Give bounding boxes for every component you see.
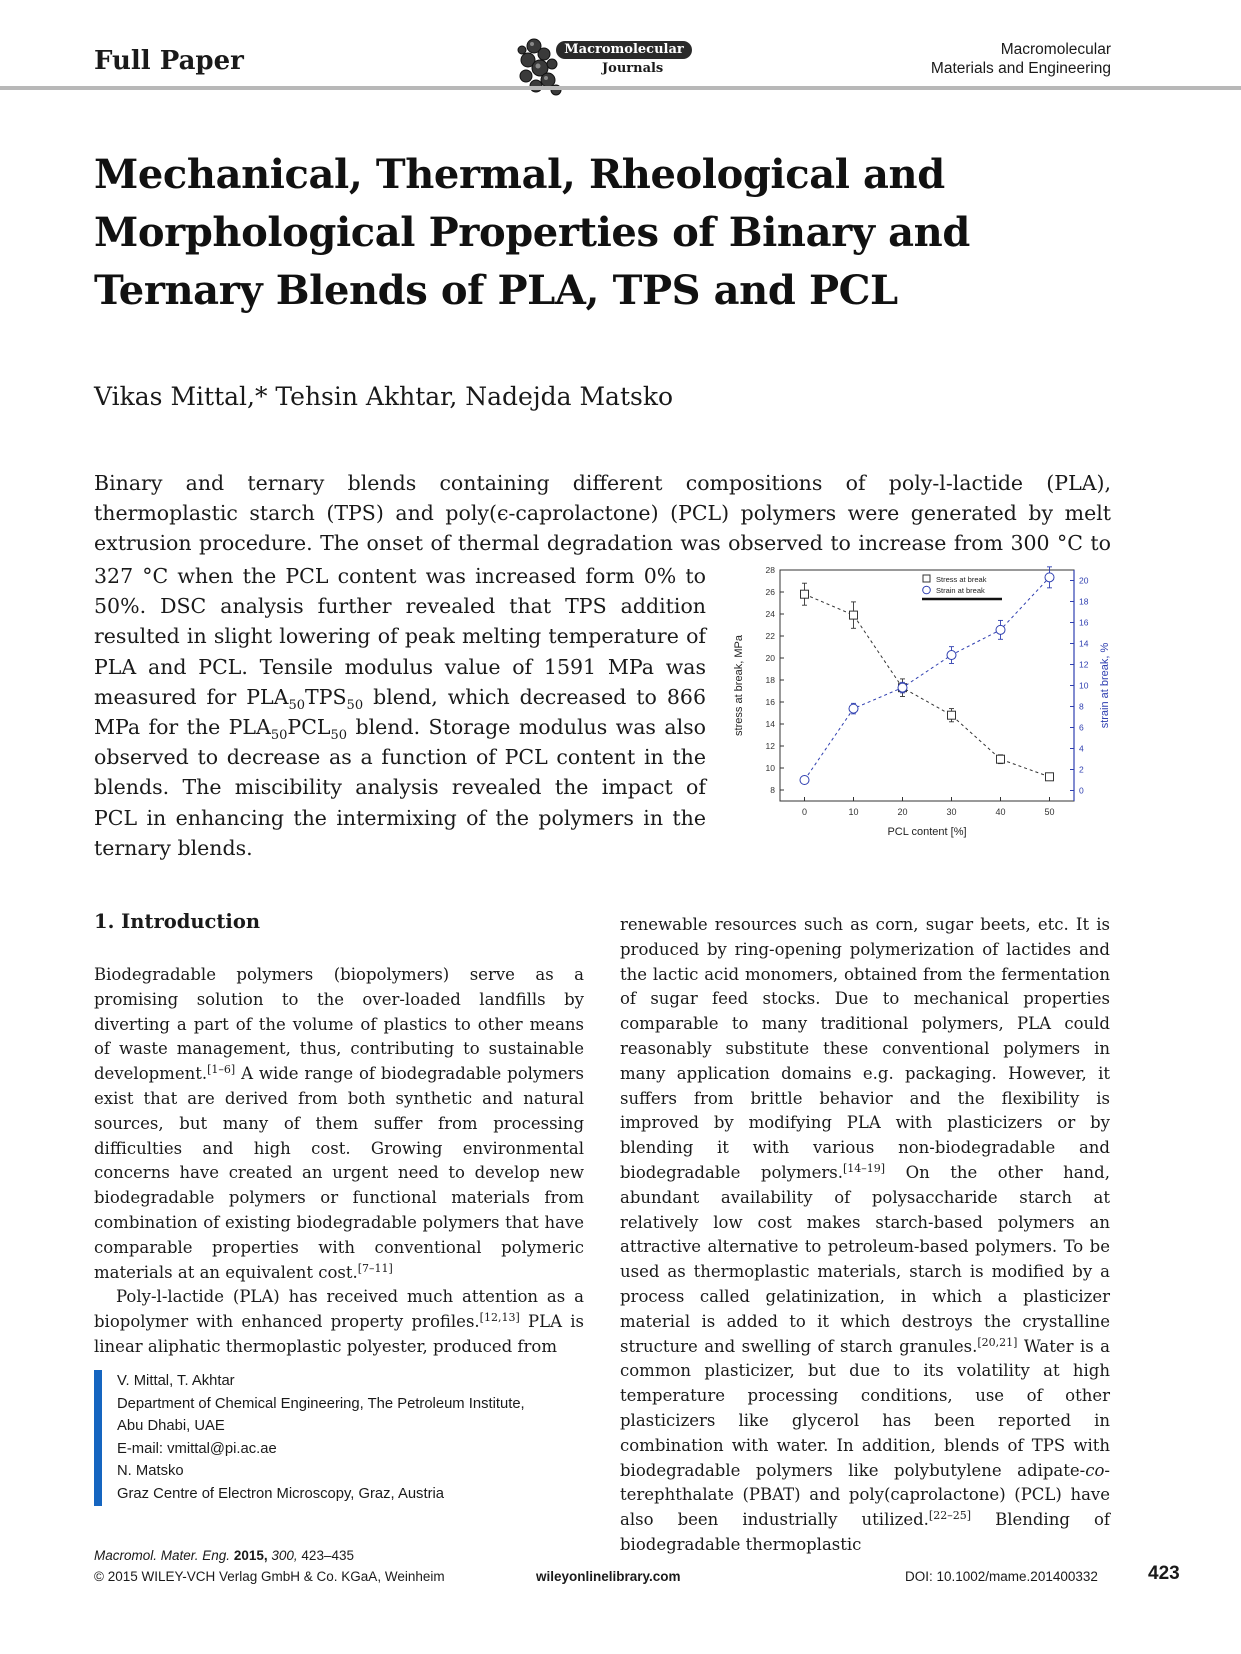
y-left-tick-label: 8 <box>770 785 775 795</box>
legend-label-stress: Stress at break <box>936 575 987 584</box>
website-link[interactable]: wileyonlinelibrary.com <box>536 1569 681 1584</box>
abstract-text: blend, which decreased to 866 MPa for the <box>94 684 706 740</box>
abstract-line: thermoplastic starch (TPS) and poly(ϵ-caprolactone) (PCL) polymers were generated by melt <box>94 501 1111 525</box>
x-tick-label: 10 <box>848 807 859 817</box>
y-right-axis-label: strain at break, % <box>1099 642 1111 729</box>
doi[interactable]: DOI: 10.1002/mame.201400332 <box>905 1569 1098 1584</box>
data-point-strain <box>898 683 907 692</box>
paragraph-text: A wide range of biodegradable polymers exist that are derived from both synthetic and natural sources, but many of them suffer from processing difficulties and high cost. Growing environmental concerns have created an urgent need to develop new biodegradable polymers or functional materials from combination of existing biodegradable polymers that have comparable properties with conventional polymeric materials at an equivalent cost. <box>94 1064 584 1282</box>
page-number: 423 <box>1148 1563 1180 1584</box>
y-left-tick-label: 18 <box>765 675 775 685</box>
data-point-strain <box>800 776 809 785</box>
paragraph-text: Biodegradable polymers (biopolymers) serve as a promising solution to the over-loaded landfills by diverting a part of the volume of plastics to other means of waste management, thus, contributing to sustainable development. <box>94 965 584 1084</box>
affiliation-accent-bar <box>94 1370 102 1506</box>
affiliation-line: V. Mittal, T. Akhtar <box>117 1373 235 1389</box>
formula-pla: PLA <box>246 684 289 709</box>
x-tick-label: 20 <box>897 807 908 817</box>
paragraph <box>620 913 1110 1558</box>
y-left-tick-label: 12 <box>765 741 775 751</box>
journal-logo <box>512 34 692 104</box>
logo-title: Macromolecular <box>556 41 692 59</box>
y-right-tick-label: 18 <box>1079 596 1089 607</box>
x-tick-label: 30 <box>946 807 957 817</box>
legend-label-strain: Strain at break <box>936 586 985 595</box>
italic-text: co <box>1085 1460 1105 1480</box>
data-point-stress <box>1046 773 1054 781</box>
paragraph <box>94 963 584 1285</box>
reference[interactable]: [7–11] <box>357 1261 393 1275</box>
citation-volume: 300, <box>271 1548 298 1563</box>
abstract-text: 327 °C when the PCL content was increased form 0% to 50%. DSC analysis further revealed that TPS addition resulted in slight lowering of peak melting temperature of PLA and PCL. Tensile modulus value of 1591 MPa was measured for <box>94 564 706 709</box>
title-line: Morphological Properties of Binary and <box>94 209 970 256</box>
affiliation-line: Abu Dhabi, UAE <box>117 1418 225 1434</box>
affiliation-line: Department of Chemical Engineering, The Petroleum Institute, <box>117 1395 525 1412</box>
paragraph-text: Poly-l-lactide (PLA) has received much attention as a biopolymer with enhanced property profiles. <box>94 1287 584 1332</box>
plot-frame <box>780 570 1074 801</box>
abstract-figure <box>722 556 1122 856</box>
formula-subscript: 50 <box>270 728 288 744</box>
y-left-tick-label: 28 <box>765 565 775 575</box>
header-divider <box>0 86 1241 90</box>
data-point-strain <box>947 651 956 660</box>
paragraph-text: -terephthalate (PBAT) and poly(caprolactone) (PCL) have also been industrially utilized. <box>620 1460 1110 1530</box>
affiliation-line: N. Matsko <box>117 1463 184 1479</box>
y-left-tick-label: 24 <box>765 609 775 619</box>
reference[interactable]: [20,21] <box>977 1335 1018 1349</box>
formula-tps: TPS <box>305 684 347 709</box>
affiliation-email[interactable]: E-mail: vmittal@pi.ac.ae <box>117 1440 277 1457</box>
page-header <box>0 0 1241 96</box>
x-tick-label: 50 <box>1044 807 1055 817</box>
abstract-line: Binary and ternary blends containing different compositions of poly-l-lactide (PLA), <box>94 471 1111 495</box>
citation <box>94 1548 354 1563</box>
formula-subscript: 50 <box>346 697 364 713</box>
reference[interactable]: [22–25] <box>928 1509 971 1523</box>
y-right-tick-label: 4 <box>1079 743 1084 754</box>
affiliation-text <box>117 1370 525 1505</box>
y-left-tick-label: 20 <box>765 653 775 663</box>
paragraph-text: On the other hand, abundant availability of polysaccharide starch at relatively low cost makes starch-based polymers an attractive alternative to petroleum-based polymers. To be used as thermoplastic materials, starch is modified by a process called gelatinization, in which a plasticizer material is added to it which destroys the crystalline structure and swelling of starch granules. <box>620 1162 1110 1356</box>
title-line: Mechanical, Thermal, Rheological and <box>94 151 945 198</box>
legend-marker-strain <box>923 586 931 594</box>
affiliation-line: Graz Centre of Electron Microscopy, Graz, Austria <box>117 1485 445 1502</box>
x-tick-label: 0 <box>801 807 808 817</box>
logo-subtitle: Journals <box>602 61 664 76</box>
stress-strain-chart <box>722 556 1122 856</box>
y-left-tick-label: 14 <box>765 719 775 729</box>
copyright: © 2015 WILEY-VCH Verlag GmbH & Co. KGaA, Weinheim <box>94 1569 445 1584</box>
data-point-stress <box>801 590 809 598</box>
y-right-tick-label: 6 <box>1079 722 1084 733</box>
paragraph-text: PLA is linear aliphatic thermoplastic polyester, produced from <box>94 1312 584 1356</box>
x-axis-label: PCL content [%] <box>887 826 967 838</box>
series-trend-line <box>805 594 1050 777</box>
abstract-body <box>94 561 706 863</box>
series-trend-line <box>805 577 1050 780</box>
title-line: Ternary Blends of PLA, TPS and PCL <box>94 267 898 314</box>
abstract-line: extrusion procedure. The onset of thermal degradation was observed to increase from 300 °C to <box>94 531 1111 555</box>
left-column <box>94 963 584 1360</box>
reference[interactable]: [12,13] <box>479 1311 520 1325</box>
formula-subscript: 50 <box>288 697 306 713</box>
y-right-tick-label: 16 <box>1079 617 1089 628</box>
page-footer <box>0 1538 1241 1598</box>
data-point-stress <box>850 611 858 619</box>
formula-pla: PLA <box>228 715 271 740</box>
formula-subscript: 50 <box>330 728 348 744</box>
reference[interactable]: [14–19] <box>843 1161 886 1175</box>
data-point-stress <box>997 755 1005 763</box>
y-right-tick-label: 14 <box>1079 638 1089 649</box>
data-point-stress <box>948 711 956 719</box>
abstract-top <box>94 468 1111 558</box>
right-column <box>620 913 1110 1558</box>
y-right-tick-label: 10 <box>1079 680 1089 691</box>
paragraph-text: Blending of biodegradable thermoplastic <box>620 1510 1111 1554</box>
y-right-tick-label: 8 <box>1079 701 1084 712</box>
y-left-axis-label: stress at break, MPa <box>733 635 745 736</box>
x-tick-label: 40 <box>995 807 1006 817</box>
journal-name-line2: Materials and Engineering <box>930 60 1111 77</box>
journal-abbrev: Macromol. Mater. Eng. <box>94 1548 231 1563</box>
paragraph-text: Water is a common plasticizer, but due to its volatility at high temperature processing conditions, use of other plasticizers like glycerol has been reported in combination with water. In addition, blends of TPS with biodegradable polymers like polybutylene adipate- <box>620 1336 1110 1480</box>
y-left-tick-label: 26 <box>765 587 775 597</box>
citation-pages: 423–435 <box>301 1548 354 1563</box>
author-list: Vikas Mittal,* Tehsin Akhtar, Nadejda Matsko <box>94 382 674 411</box>
data-point-strain <box>996 625 1005 634</box>
y-left-tick-label: 22 <box>765 631 775 641</box>
y-right-tick-label: 12 <box>1079 659 1089 670</box>
formula-pcl: PCL <box>287 715 331 740</box>
legend-marker-stress <box>923 575 930 582</box>
journal-name <box>931 40 1111 78</box>
journal-name-line1: Macromolecular <box>1000 41 1111 58</box>
abstract-text: blend. Storage modulus was also observed to decrease as a function of PCL content in the blends. The miscibility analysis revealed the impact of PCL in enhancing the intermixing of the polymers in the ternary blends. <box>94 715 706 860</box>
data-point-strain <box>849 704 858 713</box>
section-label: Full Paper <box>94 46 244 76</box>
y-right-tick-label: 2 <box>1079 764 1084 775</box>
paragraph <box>94 1285 584 1359</box>
y-left-tick-label: 10 <box>765 763 775 773</box>
section-heading: 1. Introduction <box>94 910 261 933</box>
citation-year: 2015, <box>233 1548 268 1563</box>
affiliation-box <box>94 1370 588 1506</box>
reference[interactable]: [1–6] <box>207 1063 236 1077</box>
paragraph-text: renewable resources such as corn, sugar beets, etc. It is produced by ring-opening polymerization of lactides and the lactic acid monomers, obtained from the fermentation of sugar feed stocks. Due to mechanical properties comparable to many traditional polymers, PLA could reasonably substitute these conventional polymers in many application domains e.g. packaging. However, it suffers from brittle behavior and the flexibility is improved by modifying PLA with plasticizers or by blending it with various non-biodegradable and biodegradable polymers. <box>620 915 1110 1182</box>
article-title <box>94 146 994 320</box>
data-point-strain <box>1045 573 1054 582</box>
y-right-tick-label: 20 <box>1079 575 1089 586</box>
y-left-tick-label: 16 <box>765 697 775 707</box>
y-right-tick-label: 0 <box>1079 785 1084 796</box>
